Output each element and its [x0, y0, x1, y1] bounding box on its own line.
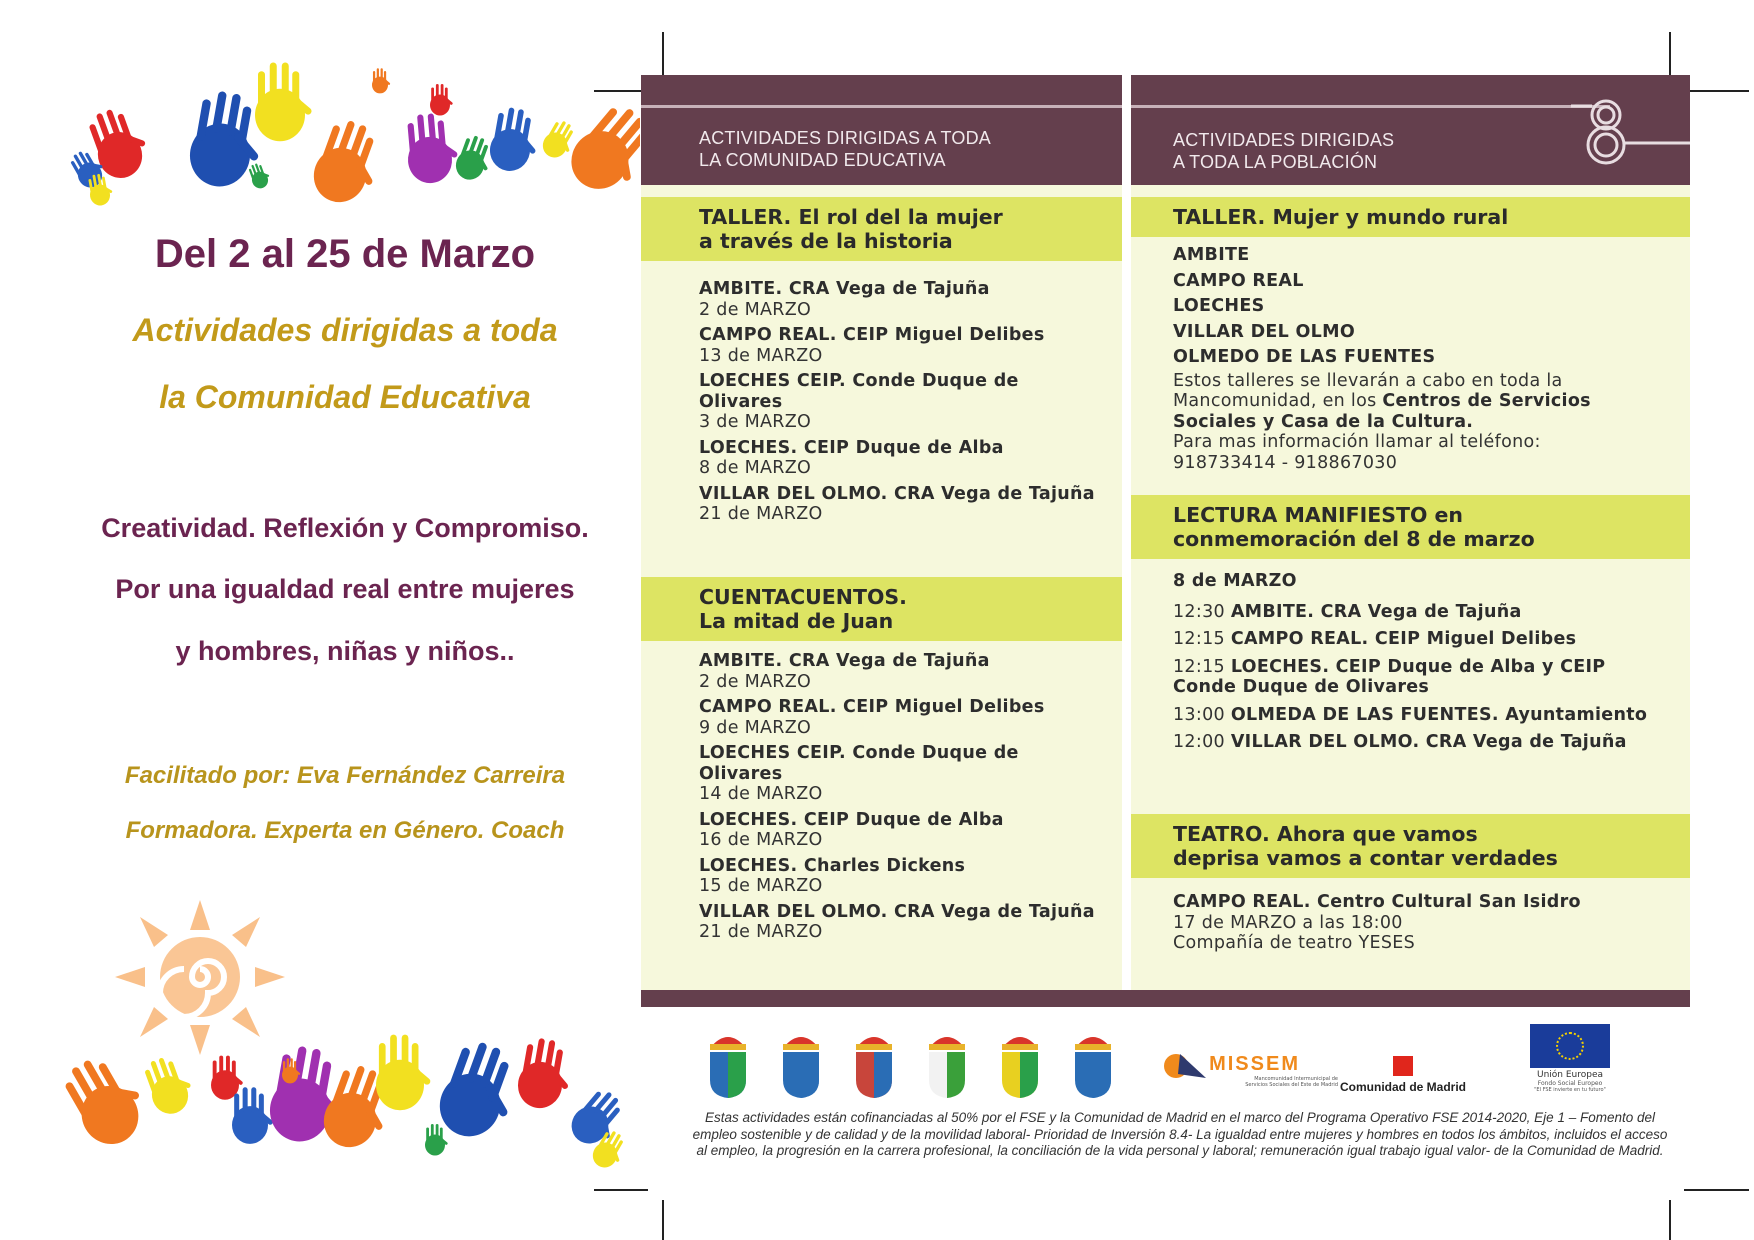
right-column-header	[1131, 75, 1690, 185]
missem-logo: MISSEM Mancomunidad Intermunicipal de Servicios Sociales del Este de Madrid	[1158, 1050, 1314, 1080]
teatro-date: 17 de MARZO a las 18:00	[1173, 912, 1403, 933]
schedule-item	[699, 651, 1106, 692]
section-taller-rol-mujer-title: TALLER. El rol del la mujer a través de la historia	[641, 197, 1122, 261]
crop-mark	[594, 90, 648, 92]
schedule-date: 15 de MARZO	[699, 876, 823, 896]
number-8-logo-icon	[1571, 95, 1690, 170]
hand-print-icon	[564, 1084, 632, 1154]
schedule-time: 12:00	[1173, 732, 1225, 752]
union-europea-logo: Unión Europea Fondo Social Europeo "El FSE invierte en tu futuro"	[1515, 1024, 1625, 1093]
crop-mark	[1669, 1200, 1671, 1240]
schedule-place: LOECHES CEIP. Conde Duque de Olivares	[699, 371, 1019, 412]
left-column	[641, 185, 1122, 990]
crop-mark	[1684, 1189, 1749, 1191]
schedule-item	[699, 484, 1106, 525]
teatro-company: Compañía de teatro YESES	[1173, 933, 1415, 953]
section-lectura-manifiesto-title: LECTURA MANIFIESTO en conmemoración del 8 de marzo	[1131, 495, 1690, 559]
activities-brochure	[641, 75, 1690, 1007]
cofinancing-disclaimer: Estas actividades están cofinanciadas al 50% por el FSE y la Comunidad de Madrid en el marco del Programa Operativo FSE 2014-2020, Eje 1 – Fomento del empleo sostenible y de calidad y de la movilidad laboral- Prioridad de Inversión 8.4- La igualdad entre mujeres y hombres en todos los ámbitos, incluidos el acceso al empleo, la progresión en la carrera profesional, la conciliación de la vida personal y laboral; remuneración igual trabajo igual valor- de la Comunidad de Madrid.	[692, 1110, 1668, 1158]
municipal-coat-of-arms-icon	[846, 1020, 902, 1100]
schedule-date: 21 de MARZO	[699, 504, 823, 524]
schedule-date: 21 de MARZO	[699, 922, 823, 942]
municipal-coat-of-arms-icon	[700, 1020, 756, 1100]
hand-print-icon	[306, 115, 391, 213]
subtitle-line-2: la Comunidad Educativa	[159, 379, 531, 415]
hand-print-icon	[514, 1036, 576, 1113]
municipal-coat-of-arms-icon	[773, 1020, 829, 1100]
schedule-date: 9 de MARZO	[699, 717, 812, 738]
hand-print-icon	[247, 161, 273, 191]
section-1-schedule	[641, 641, 1122, 956]
hand-print-icon	[452, 133, 498, 186]
municipal-coat-of-arms-icon	[1065, 1020, 1121, 1100]
hand-print-icon	[372, 68, 391, 93]
colorful-hands-top-illustration	[50, 45, 640, 225]
place: LOECHES	[1173, 296, 1265, 316]
schedule-time: 12:30	[1173, 601, 1225, 622]
teatro-details	[1131, 878, 1690, 962]
schedule-item	[1173, 657, 1674, 698]
schedule-item	[699, 743, 1106, 805]
hand-print-icon	[376, 1035, 432, 1111]
schedule-time: 12:15	[1173, 656, 1225, 677]
section-teatro-title: TEATRO. Ahora que vamos deprisa vamos a contar verdades	[1131, 814, 1690, 878]
schedule-item	[1173, 602, 1674, 623]
comunidad-de-madrid-logo: Comunidad de Madrid	[1340, 1056, 1466, 1094]
schedule-place: CAMPO REAL. CEIP Miguel Delibes	[699, 697, 1045, 717]
section-cuentacuentos-title: CUENTACUENTOS. La mitad de Juan	[641, 577, 1122, 641]
hand-print-icon	[140, 1051, 199, 1119]
schedule-place: VILLAR DEL OLMO. CRA Vega de Tajuña	[1230, 732, 1627, 752]
lectura-schedule	[1131, 559, 1690, 814]
event-dates-title: Del 2 al 25 de Marzo	[154, 232, 536, 276]
facilitator-role: Formadora. Experta en Género. Coach	[125, 817, 565, 844]
schedule-place: AMBITE. CRA Vega de Tajuña	[699, 279, 990, 299]
motto-line-2: Por una igualdad real entre mujeres	[115, 574, 575, 604]
right-header-line-1: ACTIVIDADES DIRIGIDAS	[1173, 130, 1395, 150]
place: VILLAR DEL OLMO	[1173, 321, 1356, 342]
schedule-item	[699, 438, 1106, 479]
lectura-date: 8 de MARZO	[1173, 571, 1297, 591]
schedule-place: LOECHES. CEIP Duque de Alba	[699, 437, 1004, 458]
schedule-item	[699, 279, 1106, 320]
schedule-item	[1173, 705, 1674, 726]
schedule-place: CAMPO REAL. CEIP Miguel Delibes	[699, 325, 1045, 345]
subtitle-line-1: Actividades dirigidas a toda	[132, 312, 558, 348]
taller-note: Estos talleres se llevarán a cabo en toda la Mancomunidad, en los Centros de Servicios Sociales y Casa de la Cultura.	[1173, 370, 1591, 432]
right-column	[1131, 185, 1690, 990]
schedule-date: 2 de MARZO	[699, 299, 812, 320]
schedule-date: 8 de MARZO	[699, 458, 812, 478]
schedule-place: CAMPO REAL. CEIP Miguel Delibes	[1230, 629, 1577, 649]
teatro-place: CAMPO REAL. Centro Cultural San Isidro	[1173, 892, 1581, 912]
schedule-item	[699, 810, 1106, 851]
schedule-place: OLMEDA DE LAS FUENTES. Ayuntamiento	[1230, 704, 1648, 725]
left-header-line-1: ACTIVIDADES DIRIGIDAS A TODA	[699, 128, 992, 148]
schedule-item	[699, 902, 1106, 943]
schedule-time: 13:00	[1173, 704, 1225, 725]
motto-line-3: y hombres, niñas y niños..	[175, 636, 515, 666]
schedule-place: LOECHES. Charles Dickens	[699, 855, 966, 876]
schedule-item	[699, 371, 1106, 433]
schedule-date: 13 de MARZO	[699, 345, 823, 366]
municipal-coat-of-arms-icon	[919, 1020, 975, 1100]
left-column-header	[641, 75, 1122, 185]
place: OLMEDO DE LAS FUENTES	[1173, 347, 1436, 367]
schedule-item	[699, 325, 1106, 366]
schedule-date: 3 de MARZO	[699, 412, 812, 432]
hand-print-icon	[404, 111, 461, 184]
place: AMBITE	[1173, 245, 1250, 265]
schedule-place: AMBITE. CRA Vega de Tajuña	[1230, 601, 1522, 622]
schedule-item	[699, 856, 1106, 897]
hand-print-icon	[430, 84, 453, 116]
schedule-place: AMBITE. CRA Vega de Tajuña	[699, 651, 990, 671]
municipal-coat-of-arms-icon	[992, 1020, 1048, 1100]
crop-mark	[1684, 90, 1749, 92]
schedule-date: 16 de MARZO	[699, 830, 823, 850]
schedule-item	[699, 697, 1106, 738]
sun-illustration	[105, 895, 295, 1060]
schedule-item	[1173, 629, 1674, 650]
place: CAMPO REAL	[1173, 270, 1304, 291]
hand-print-icon	[487, 105, 544, 175]
right-header-line-2: A TODA LA POBLACIÓN	[1173, 152, 1378, 172]
crop-mark	[594, 1189, 648, 1191]
taller-mundo-rural-details	[1131, 237, 1690, 495]
crop-mark	[662, 32, 664, 80]
motto-line-1: Creatividad. Reflexión y Compromiso.	[101, 513, 589, 543]
info-note: Para mas información llamar al teléfono:	[1173, 432, 1541, 452]
schedule-place: LOECHES CEIP. Conde Duque de Olivares	[699, 743, 1019, 784]
hand-print-icon	[56, 1046, 156, 1155]
eu-flag-icon	[1530, 1024, 1610, 1068]
sponsor-logos	[700, 1020, 1700, 1100]
hand-print-icon	[255, 63, 313, 142]
left-header-line-2: LA COMUNIDAD EDUCATIVA	[699, 150, 946, 170]
schedule-date: 14 de MARZO	[699, 784, 823, 804]
hand-print-icon	[560, 97, 640, 206]
hand-print-icon	[211, 1056, 243, 1100]
crop-mark	[1669, 32, 1671, 80]
schedule-time: 12:15	[1173, 629, 1225, 649]
bottom-strip	[641, 990, 1690, 1007]
schedule-date: 2 de MARZO	[699, 671, 812, 692]
crop-mark	[662, 1200, 664, 1240]
hand-print-icon	[232, 1087, 274, 1144]
hand-print-icon	[425, 1124, 448, 1156]
section-0-schedule	[641, 261, 1122, 577]
phone-numbers: 918733414 - 918867030	[1173, 452, 1398, 473]
facilitator: Facilitado por: Eva Fernández Carreira	[124, 762, 566, 789]
hand-print-icon	[431, 1036, 529, 1149]
schedule-place: LOECHES. CEIP Duque de Alba y CEIP Conde Duque de Olivares	[1173, 656, 1606, 697]
section-taller-mundo-rural-title: TALLER. Mujer y mundo rural	[1131, 197, 1690, 237]
schedule-item	[1173, 732, 1674, 753]
schedule-place: VILLAR DEL OLMO. CRA Vega de Tajuña	[699, 901, 1095, 922]
schedule-place: VILLAR DEL OLMO. CRA Vega de Tajuña	[699, 483, 1095, 504]
schedule-place: LOECHES. CEIP Duque de Alba	[699, 809, 1004, 830]
